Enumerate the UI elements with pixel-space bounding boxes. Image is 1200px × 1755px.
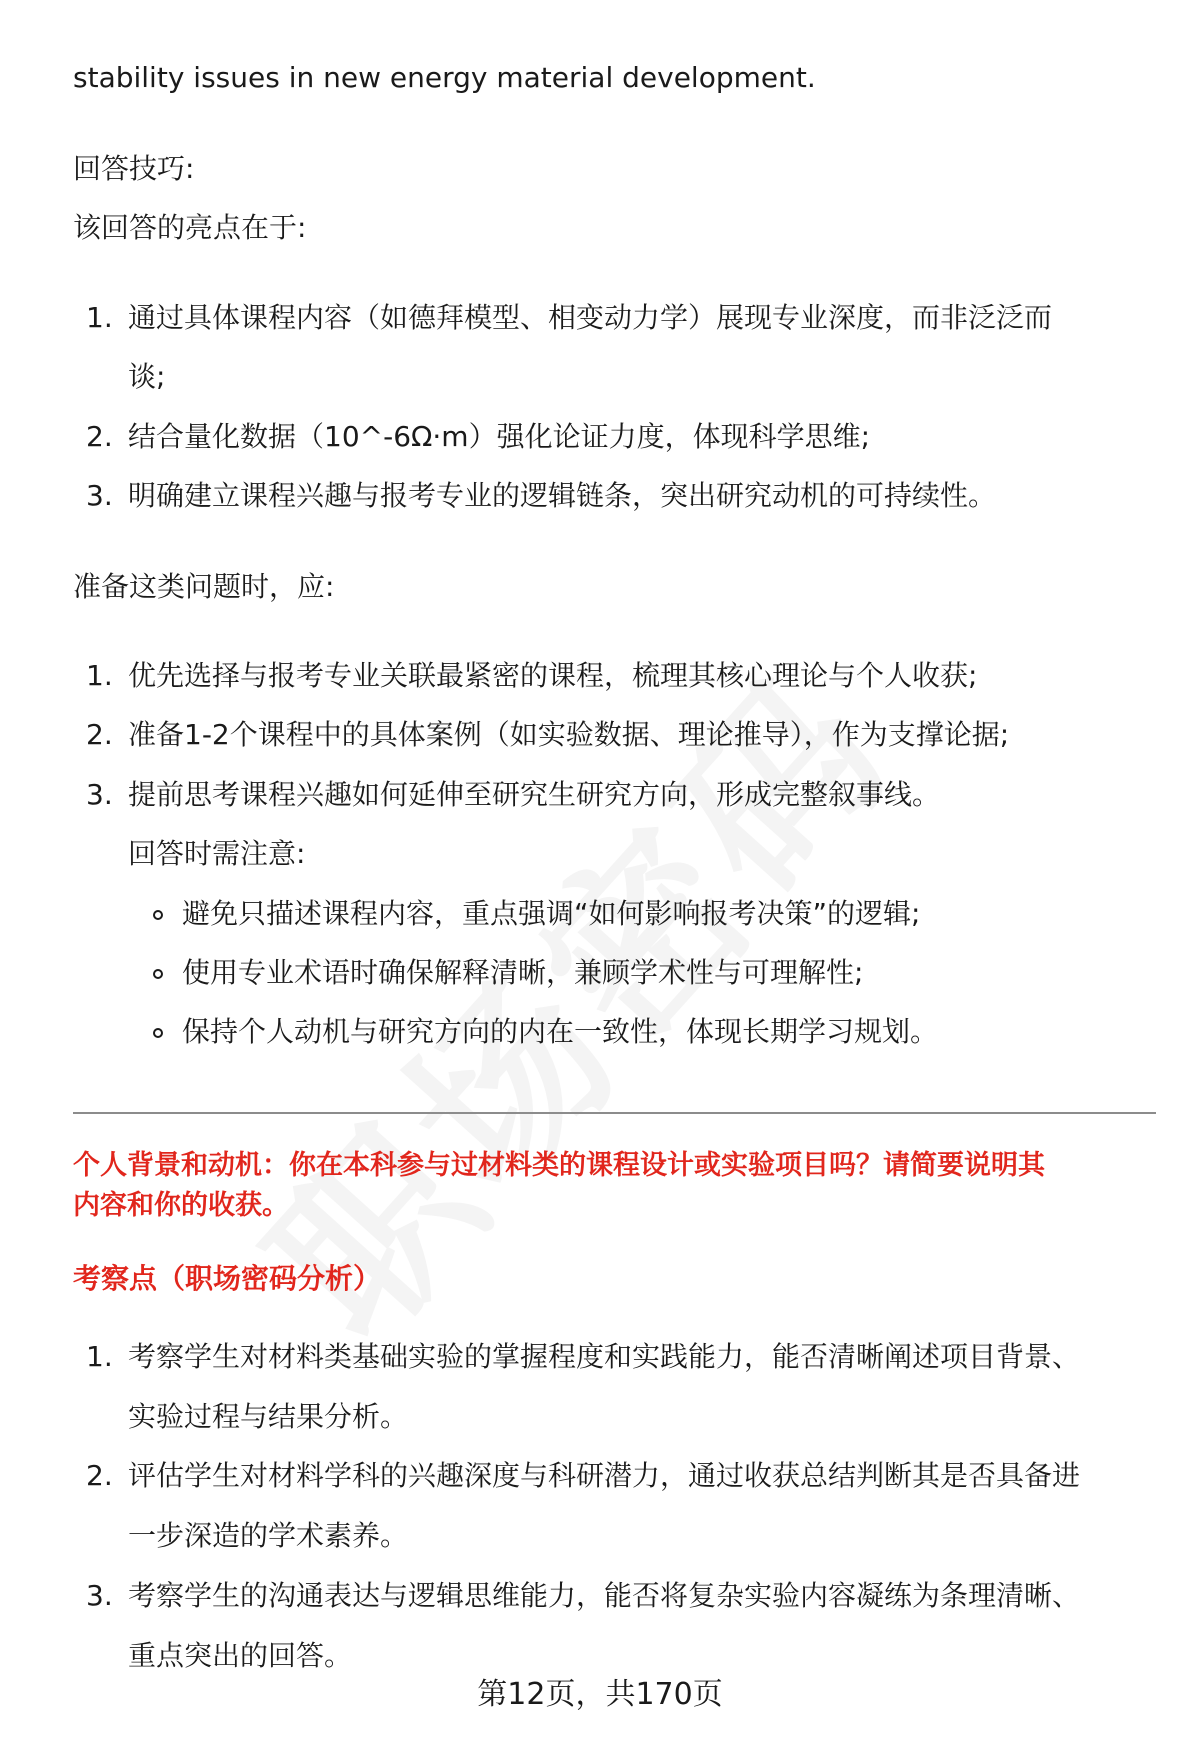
bullet-icon [153,910,163,920]
tips-intro: 该回答的亮点在于: [73,211,307,244]
highlight-1-number: 1. [86,301,113,334]
analysis-heading: 考察点（职场密码分析） [73,1262,382,1295]
bullet-icon [153,1028,163,1038]
page-footer: 第12页，共170页 [477,1677,723,1712]
bullet-icon [153,969,163,979]
notes-heading: 回答时需注意: [128,837,306,870]
question-title-cont: 内容和你的收获。 [73,1190,289,1221]
highlight-2-text: 结合量化数据（10^-6Ω·m）强化论证力度，体现科学思维; [128,420,871,453]
analysis-1-number: 1. [86,1340,113,1373]
tips-heading: 回答技巧: [73,152,195,185]
highlight-1-text-cont: 谈; [128,360,166,393]
analysis-2-number: 2. [86,1459,113,1492]
analysis-1-text-cont: 实验过程与结果分析。 [128,1400,409,1433]
highlight-3-text: 明确建立课程兴趣与报考专业的逻辑链条，突出研究动机的可持续性。 [128,479,997,512]
intro-tail-text: stability issues in new energy material development. [73,61,816,94]
analysis-2-text-cont: 一步深造的学术素养。 [128,1519,409,1552]
question-title: 个人背景和动机：你在本科参与过材料类的课程设计或实验项目吗？请简要说明其 [73,1150,1045,1181]
prep-heading: 准备这类问题时，应: [73,570,335,603]
prep-3-number: 3. [86,778,113,811]
prep-1-number: 1. [86,659,113,692]
analysis-3-text: 考察学生的沟通表达与逻辑思维能力，能否将复杂实验内容凝练为条理清晰、 [128,1579,1081,1612]
highlight-2-number: 2. [86,420,113,453]
note-2-text: 使用专业术语时确保解释清晰，兼顾学术性与可理解性; [182,956,864,989]
prep-3-text: 提前思考课程兴趣如何延伸至研究生研究方向，形成完整叙事线。 [128,778,941,811]
analysis-1-text: 考察学生对材料类基础实验的掌握程度和实践能力，能否清晰阐述项目背景、 [128,1340,1081,1373]
prep-2-number: 2. [86,718,113,751]
analysis-3-number: 3. [86,1579,113,1612]
analysis-2-text: 评估学生对材料学科的兴趣深度与科研潜力，通过收获总结判断其是否具备进 [128,1459,1081,1492]
note-3-text: 保持个人动机与研究方向的内在一致性，体现长期学习规划。 [182,1015,939,1048]
analysis-3-text-cont: 重点突出的回答。 [128,1639,353,1672]
note-1-text: 避免只描述课程内容，重点强调“如何影响报考决策”的逻辑; [182,897,921,930]
highlight-1-text: 通过具体课程内容（如德拜模型、相变动力学）展现专业深度，而非泛泛而 [128,301,1053,334]
prep-1-text: 优先选择与报考专业关联最紧密的课程，梳理其核心理论与个人收获; [128,659,978,692]
highlight-3-number: 3. [86,479,113,512]
section-divider [73,1112,1156,1114]
prep-2-text: 准备1-2个课程中的具体案例（如实验数据、理论推导），作为支撑论据; [128,718,1010,751]
